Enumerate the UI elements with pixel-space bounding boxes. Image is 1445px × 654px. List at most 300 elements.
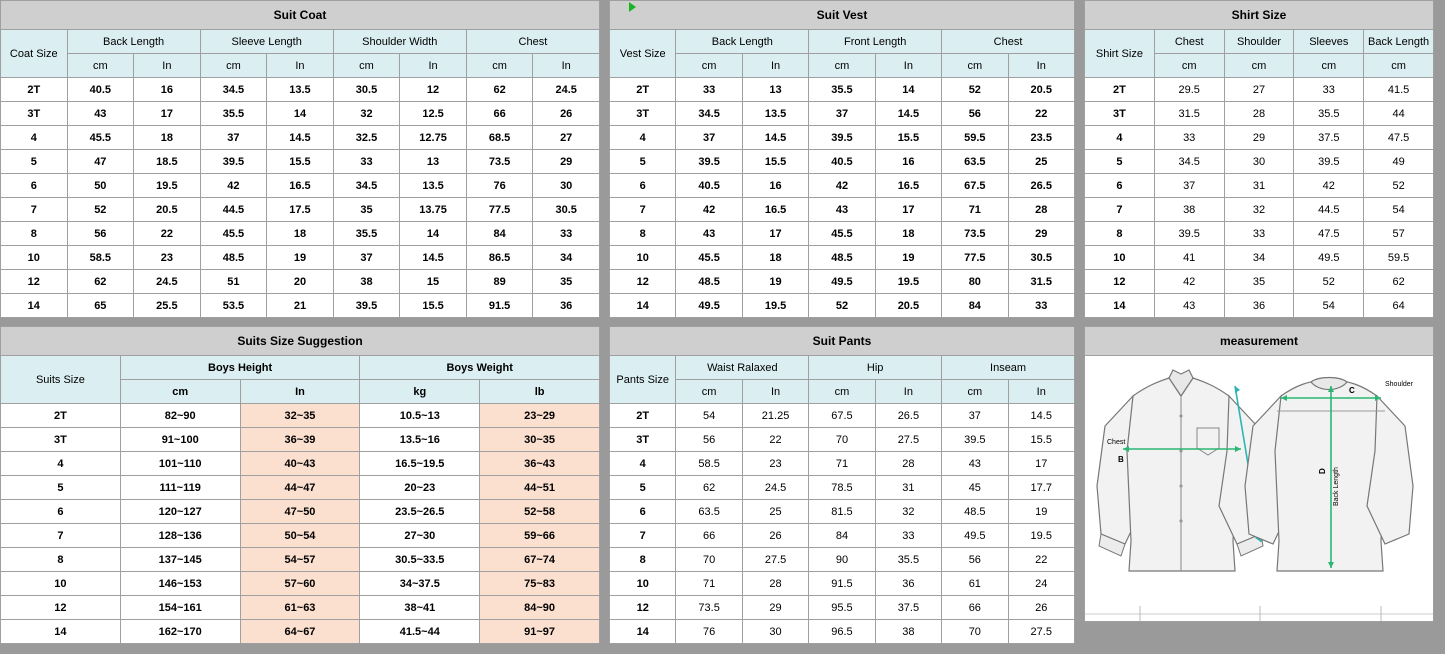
table-cell: 86.5 [466, 246, 533, 270]
row-size-cell: 6 [610, 174, 676, 198]
table-cell: 39.5 [942, 428, 1008, 452]
row-size-cell: 7 [610, 198, 676, 222]
table-cell: 38 [1154, 198, 1224, 222]
table-cell: 20 [267, 270, 334, 294]
unit-cell: lb [480, 380, 600, 404]
table-cell: 58.5 [67, 246, 134, 270]
table-cell: 42 [1154, 270, 1224, 294]
table-cell: 13 [400, 150, 467, 174]
table-cell: 52 [809, 294, 875, 318]
table-cell: 57~60 [240, 572, 360, 596]
chest-label: Chest [1107, 439, 1126, 446]
unit-cell: In [533, 54, 600, 78]
table-cell: 42 [676, 198, 742, 222]
table-cell: 26 [1008, 596, 1074, 620]
table-row [1, 246, 600, 270]
table-cell: 49.5 [1294, 246, 1364, 270]
table-cell: 37 [809, 102, 875, 126]
table-cell: 13.75 [400, 198, 467, 222]
table-cell: 40.5 [67, 78, 134, 102]
table-cell: 13.5 [400, 174, 467, 198]
table-cell: 80 [942, 270, 1008, 294]
table-row [1, 174, 600, 198]
row-size-cell: 6 [610, 500, 676, 524]
row-size-cell: 12 [610, 596, 676, 620]
table-cell: 71 [809, 452, 875, 476]
table-cell: 20~23 [360, 476, 480, 500]
table-cell: 16 [134, 78, 201, 102]
table-cell: 67.5 [809, 404, 875, 428]
table-cell: 37 [333, 246, 400, 270]
table-cell: 27 [1224, 78, 1294, 102]
table-cell: 35 [533, 270, 600, 294]
table-cell: 27.5 [1008, 620, 1074, 644]
table-cell: 20.5 [875, 294, 941, 318]
group-back-length: Back Length [1364, 30, 1434, 54]
table-cell: 34.5 [676, 102, 742, 126]
table-cell: 44~47 [240, 476, 360, 500]
table-cell: 33 [875, 524, 941, 548]
table-cell: 77.5 [942, 246, 1008, 270]
table-row [610, 452, 1075, 476]
table-row [610, 174, 1075, 198]
row-size-cell: 7 [1085, 198, 1155, 222]
table-cell: 84 [809, 524, 875, 548]
unit-cell: cm [333, 54, 400, 78]
unit-cell: cm [809, 54, 875, 78]
row-size-cell: 4 [1, 452, 121, 476]
group-front-length: Front Length [809, 30, 942, 54]
unit-cell: cm [67, 54, 134, 78]
group-chest: Chest [942, 30, 1075, 54]
suits-size-suggestion-title: Suits Size Suggestion [1, 327, 600, 356]
suits-size-header: Suits Size [1, 356, 121, 404]
table-cell: 61 [942, 572, 1008, 596]
table-cell: 91~97 [480, 620, 600, 644]
table-cell: 27~30 [360, 524, 480, 548]
table-cell: 17.5 [267, 198, 334, 222]
table-cell: 128~136 [120, 524, 240, 548]
table-cell: 44 [1364, 102, 1434, 126]
table-cell: 26 [533, 102, 600, 126]
table-cell: 76 [676, 620, 742, 644]
table-row [610, 476, 1075, 500]
table-cell: 62 [67, 270, 134, 294]
row-size-cell: 3T [1, 428, 121, 452]
table-cell: 76 [466, 174, 533, 198]
table-cell: 21 [267, 294, 334, 318]
table-cell: 16 [742, 174, 808, 198]
unit-cell: In [875, 380, 941, 404]
table-cell: 47~50 [240, 500, 360, 524]
row-size-cell: 14 [1, 294, 68, 318]
table-cell: 38~41 [360, 596, 480, 620]
row-size-cell: 10 [610, 572, 676, 596]
table-cell: 42 [200, 174, 267, 198]
shirt-measurement-illustration [1085, 356, 1434, 621]
table-cell: 54 [1294, 294, 1364, 318]
table-cell: 33 [1154, 126, 1224, 150]
table-cell: 26.5 [875, 404, 941, 428]
shirt-size-table [1084, 0, 1434, 318]
table-cell: 67~74 [480, 548, 600, 572]
suit-vest-table-wrap [609, 0, 1075, 318]
table-cell: 43 [809, 198, 875, 222]
table-cell: 56 [67, 222, 134, 246]
table-cell: 19 [1008, 500, 1074, 524]
table-cell: 15.5 [400, 294, 467, 318]
table-title-row [1, 327, 600, 356]
table-cell: 30 [742, 620, 808, 644]
table-row [1, 404, 600, 428]
table-cell: 68.5 [466, 126, 533, 150]
table-row [610, 150, 1075, 174]
back-length-letter-label: D [1318, 468, 1327, 474]
table-row [610, 500, 1075, 524]
unit-header-row [610, 54, 1075, 78]
table-cell: 29 [742, 596, 808, 620]
table-cell: 36 [1224, 294, 1294, 318]
table-cell: 89 [466, 270, 533, 294]
table-cell: 19 [267, 246, 334, 270]
table-cell: 28 [742, 572, 808, 596]
measurement-diagram [1084, 356, 1434, 622]
table-cell: 39.5 [809, 126, 875, 150]
table-cell: 35 [1224, 270, 1294, 294]
table-cell: 34.5 [1154, 150, 1224, 174]
unit-cell: cm [676, 54, 742, 78]
table-row [1085, 102, 1434, 126]
table-cell: 10.5~13 [360, 404, 480, 428]
unit-cell: cm [466, 54, 533, 78]
table-cell: 27.5 [875, 428, 941, 452]
suit-pants-table-wrap [609, 326, 1075, 644]
table-cell: 154~161 [120, 596, 240, 620]
shoulder-label: Shoulder [1385, 381, 1414, 388]
table-row [1, 476, 600, 500]
row-size-cell: 7 [610, 524, 676, 548]
table-cell: 14.5 [267, 126, 334, 150]
row-size-cell: 12 [1085, 270, 1155, 294]
table-cell: 17 [742, 222, 808, 246]
table-cell: 82~90 [120, 404, 240, 428]
suits-size-suggestion-body [1, 404, 600, 644]
table-cell: 14.5 [1008, 404, 1074, 428]
table-row [610, 78, 1075, 102]
table-cell: 52 [1364, 174, 1434, 198]
table-cell: 35.5 [875, 548, 941, 572]
table-cell: 33 [333, 150, 400, 174]
table-cell: 84~90 [480, 596, 600, 620]
table-cell: 33 [1294, 78, 1364, 102]
table-row [1, 596, 600, 620]
row-size-cell: 8 [610, 222, 676, 246]
row-size-cell: 12 [1, 596, 121, 620]
unit-cell: In [742, 54, 808, 78]
unit-cell: cm [942, 54, 1008, 78]
table-cell: 35.5 [200, 102, 267, 126]
shoulder-letter-label: C [1349, 386, 1355, 395]
table-cell: 12 [400, 78, 467, 102]
table-cell: 50 [67, 174, 134, 198]
table-cell: 29 [1224, 126, 1294, 150]
table-cell: 20.5 [134, 198, 201, 222]
table-cell: 30.5 [1008, 246, 1074, 270]
pants-size-header: Pants Size [610, 356, 676, 404]
table-title-row [1085, 1, 1434, 30]
table-cell: 12.5 [400, 102, 467, 126]
table-cell: 14 [875, 78, 941, 102]
suit-pants-table [609, 326, 1075, 644]
table-cell: 33 [1224, 222, 1294, 246]
table-cell: 17 [875, 198, 941, 222]
table-cell: 49.5 [809, 270, 875, 294]
row-size-cell: 3T [1085, 102, 1155, 126]
table-cell: 48.5 [809, 246, 875, 270]
table-cell: 25 [742, 500, 808, 524]
table-row [1085, 198, 1434, 222]
table-cell: 34.5 [333, 174, 400, 198]
table-cell: 48.5 [676, 270, 742, 294]
table-cell: 44~51 [480, 476, 600, 500]
table-cell: 64~67 [240, 620, 360, 644]
table-cell: 66 [466, 102, 533, 126]
table-cell: 61~63 [240, 596, 360, 620]
table-cell: 30.5~33.5 [360, 548, 480, 572]
table-cell: 18 [742, 246, 808, 270]
table-cell: 13.5~16 [360, 428, 480, 452]
unit-cell: cm [1364, 54, 1434, 78]
table-cell: 70 [809, 428, 875, 452]
group-back-length: Back Length [67, 30, 200, 54]
column-left [0, 0, 600, 654]
table-cell: 45.5 [67, 126, 134, 150]
suit-coat-table-wrap [0, 0, 600, 318]
table-cell: 45.5 [809, 222, 875, 246]
unit-cell: cm [1154, 54, 1224, 78]
unit-cell: cm [200, 54, 267, 78]
table-cell: 27 [533, 126, 600, 150]
row-size-cell: 2T [610, 404, 676, 428]
coat-size-header: Coat Size [1, 30, 68, 78]
row-size-cell: 6 [1, 500, 121, 524]
table-cell: 24.5 [134, 270, 201, 294]
suit-coat-body [1, 78, 600, 318]
table-cell: 15 [400, 270, 467, 294]
table-cell: 24.5 [742, 476, 808, 500]
table-cell: 52 [1294, 270, 1364, 294]
group-shoulder: Shoulder [1224, 30, 1294, 54]
table-row [610, 548, 1075, 572]
shirt-size-table-wrap [1084, 0, 1434, 318]
table-cell: 30.5 [333, 78, 400, 102]
table-cell: 39.5 [200, 150, 267, 174]
table-cell: 22 [742, 428, 808, 452]
table-cell: 50~54 [240, 524, 360, 548]
row-size-cell: 5 [1, 476, 121, 500]
table-cell: 162~170 [120, 620, 240, 644]
table-cell: 22 [1008, 102, 1074, 126]
back-length-label: Back Length [1333, 467, 1340, 506]
table-cell: 37 [200, 126, 267, 150]
table-row [1, 524, 600, 548]
row-size-cell: 8 [610, 548, 676, 572]
row-size-cell: 8 [1, 548, 121, 572]
table-cell: 39.5 [1154, 222, 1224, 246]
table-cell: 16 [875, 150, 941, 174]
group-waist-relaxed: Waist Ralaxed [676, 356, 809, 380]
measurement-panel [1084, 326, 1434, 622]
table-cell: 25.5 [134, 294, 201, 318]
green-cursor-marker [629, 2, 636, 12]
table-cell: 56 [676, 428, 742, 452]
table-cell: 70 [676, 548, 742, 572]
table-cell: 59~66 [480, 524, 600, 548]
table-cell: 78.5 [809, 476, 875, 500]
table-cell: 120~127 [120, 500, 240, 524]
suits-size-suggestion-table [0, 326, 600, 644]
table-cell: 26 [742, 524, 808, 548]
group-shoulder-width: Shoulder Width [333, 30, 466, 54]
table-row [610, 126, 1075, 150]
table-cell: 137~145 [120, 548, 240, 572]
group-boys-height: Boys Height [120, 356, 360, 380]
table-cell: 16.5 [267, 174, 334, 198]
row-size-cell: 10 [1, 246, 68, 270]
row-size-cell: 4 [1, 126, 68, 150]
suits-size-suggestion-table-wrap [0, 326, 600, 644]
table-cell: 17 [134, 102, 201, 126]
row-size-cell: 2T [610, 78, 676, 102]
table-cell: 23.5~26.5 [360, 500, 480, 524]
table-cell: 62 [466, 78, 533, 102]
table-cell: 16.5 [875, 174, 941, 198]
table-cell: 66 [676, 524, 742, 548]
table-cell: 59.5 [942, 126, 1008, 150]
table-cell: 43 [67, 102, 134, 126]
table-cell: 36 [533, 294, 600, 318]
unit-header-row [1, 54, 600, 78]
table-row [610, 270, 1075, 294]
table-cell: 95.5 [809, 596, 875, 620]
table-cell: 13 [742, 78, 808, 102]
table-cell: 35.5 [1294, 102, 1364, 126]
row-size-cell: 14 [610, 294, 676, 318]
table-cell: 49 [1364, 150, 1434, 174]
table-title-row [1, 1, 600, 30]
group-chest: Chest [1154, 30, 1224, 54]
table-cell: 42 [1294, 174, 1364, 198]
row-size-cell: 5 [1, 150, 68, 174]
row-size-cell: 3T [1, 102, 68, 126]
table-cell: 17.7 [1008, 476, 1074, 500]
table-row [1085, 174, 1434, 198]
table-row [610, 524, 1075, 548]
table-cell: 23.5 [1008, 126, 1074, 150]
table-cell: 16.5~19.5 [360, 452, 480, 476]
unit-cell: In [1008, 380, 1074, 404]
table-cell: 39.5 [1294, 150, 1364, 174]
table-cell: 24 [1008, 572, 1074, 596]
row-size-cell: 5 [1085, 150, 1155, 174]
table-cell: 71 [942, 198, 1008, 222]
table-row [1085, 126, 1434, 150]
unit-cell: In [742, 380, 808, 404]
suit-coat-title: Suit Coat [1, 1, 600, 30]
table-cell: 73.5 [676, 596, 742, 620]
table-cell: 47.5 [1364, 126, 1434, 150]
table-cell: 29 [1008, 222, 1074, 246]
table-cell: 44.5 [200, 198, 267, 222]
table-cell: 38 [333, 270, 400, 294]
row-size-cell: 8 [1, 222, 68, 246]
table-cell: 31.5 [1154, 102, 1224, 126]
table-row [610, 198, 1075, 222]
table-cell: 30 [1224, 150, 1294, 174]
table-cell: 70 [942, 620, 1008, 644]
table-cell: 26.5 [1008, 174, 1074, 198]
unit-cell: In [134, 54, 201, 78]
table-cell: 39.5 [333, 294, 400, 318]
table-cell: 37 [676, 126, 742, 150]
table-row [1085, 270, 1434, 294]
table-cell: 48.5 [200, 246, 267, 270]
suit-pants-title: Suit Pants [610, 327, 1075, 356]
table-row [610, 222, 1075, 246]
table-cell: 29 [533, 150, 600, 174]
unit-cell: cm [676, 380, 742, 404]
group-header-row [610, 30, 1075, 54]
table-cell: 30~35 [480, 428, 600, 452]
table-row [1, 500, 600, 524]
table-row [1085, 246, 1434, 270]
unit-header-row [610, 380, 1075, 404]
row-size-cell: 4 [610, 452, 676, 476]
table-cell: 96.5 [809, 620, 875, 644]
table-row [1, 222, 600, 246]
suit-vest-body [610, 78, 1075, 318]
table-row [610, 404, 1075, 428]
group-header-row [610, 356, 1075, 380]
table-cell: 19.5 [742, 294, 808, 318]
row-size-cell: 2T [1085, 78, 1155, 102]
table-cell: 14 [267, 102, 334, 126]
suit-coat-table [0, 0, 600, 318]
table-cell: 51 [200, 270, 267, 294]
table-cell: 22 [134, 222, 201, 246]
table-cell: 57 [1364, 222, 1434, 246]
table-cell: 14 [400, 222, 467, 246]
table-row [1, 428, 600, 452]
table-cell: 32 [875, 500, 941, 524]
table-row [1, 150, 600, 174]
table-cell: 47 [67, 150, 134, 174]
table-cell: 53.5 [200, 294, 267, 318]
table-cell: 37.5 [875, 596, 941, 620]
table-cell: 31 [1224, 174, 1294, 198]
shirt-size-body [1085, 78, 1434, 318]
table-cell: 63.5 [942, 150, 1008, 174]
table-cell: 54 [676, 404, 742, 428]
row-size-cell: 7 [1, 198, 68, 222]
table-cell: 66 [942, 596, 1008, 620]
table-cell: 28 [1008, 198, 1074, 222]
row-size-cell: 10 [610, 246, 676, 270]
table-cell: 44.5 [1294, 198, 1364, 222]
table-cell: 52 [67, 198, 134, 222]
unit-cell: In [400, 54, 467, 78]
table-cell: 29.5 [1154, 78, 1224, 102]
